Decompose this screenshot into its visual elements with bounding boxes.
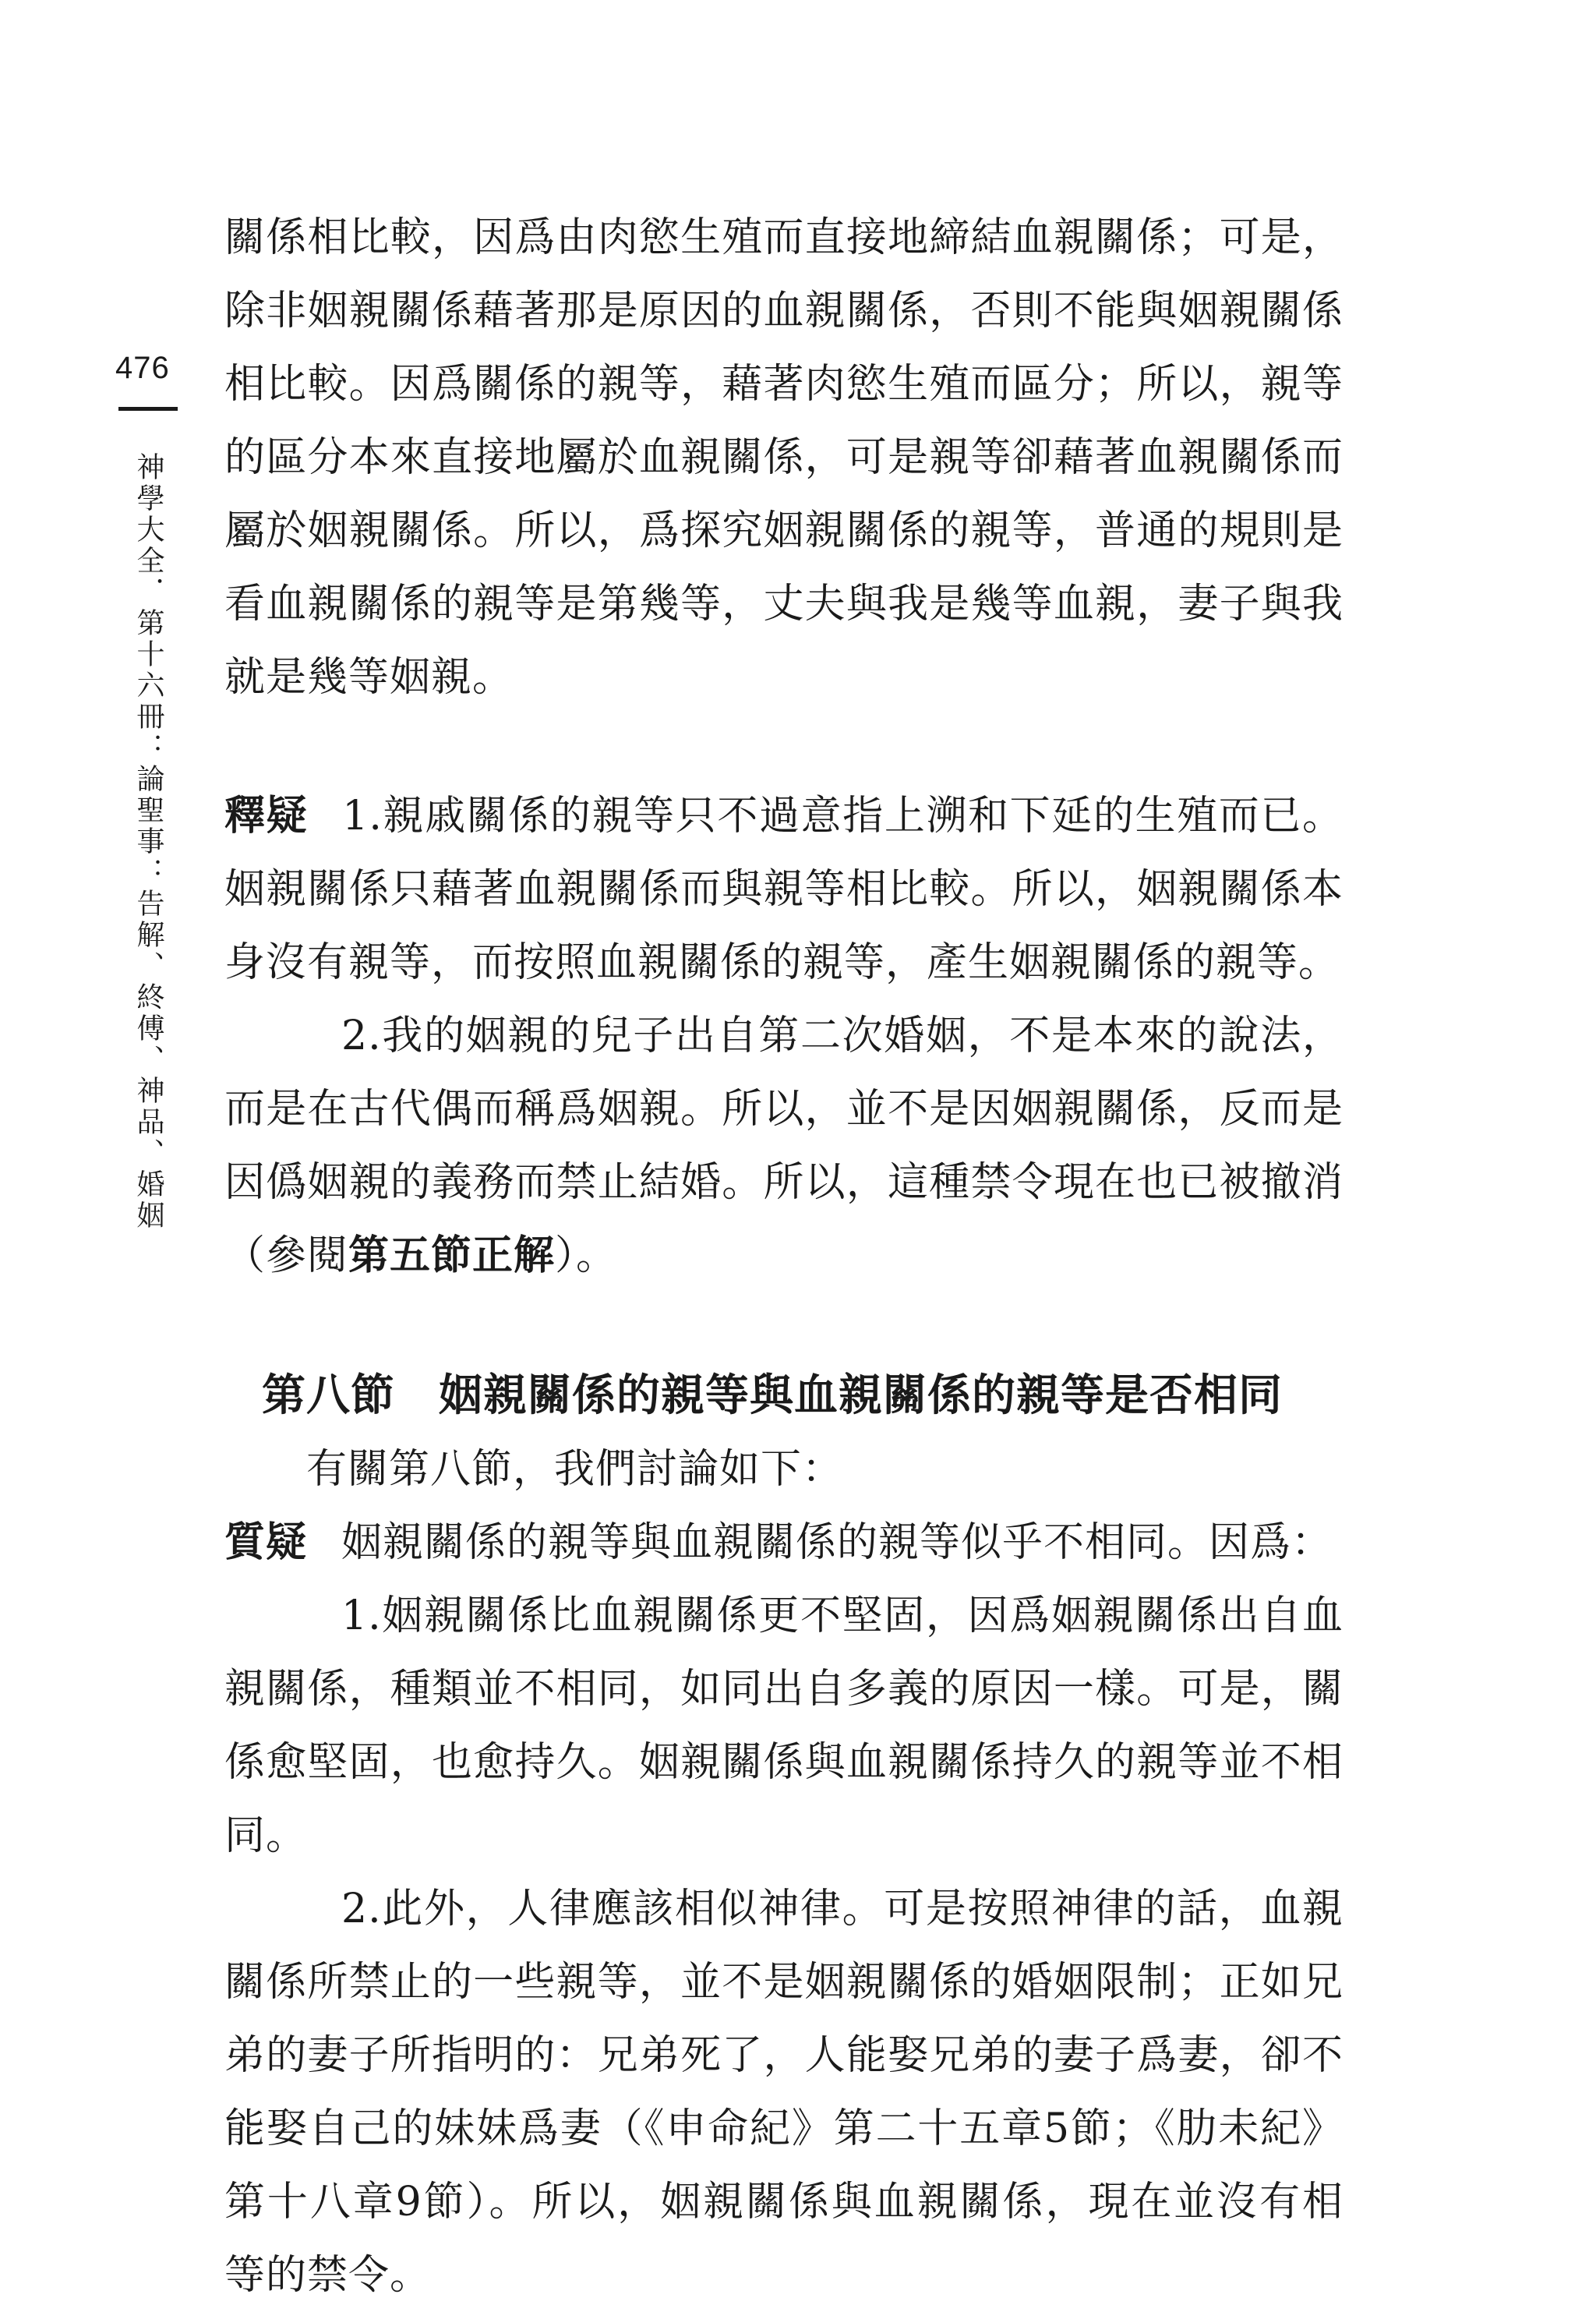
reply-2-end: ）。 <box>555 1232 618 1279</box>
main-text <box>224 201 1344 2312</box>
spacer <box>224 714 1344 780</box>
reply-1-text: 1.親戚關係的親等只不過意指上溯和下延的生殖而已。姻親關係只藉著血親關係而與親等相比較。所以，姻親關係本身沒有親等，而按照血親關係的親等，產生姻親關係的親等。 <box>224 793 1344 986</box>
objection-1: 1.姻親關係比血親關係更不堅固，因爲姻親關係出自血親關係，種類並不相同，如同出自多義的原因一樣。可是，關係愈堅固，也愈持久。姻親關係與血親關係持久的親等並不相同。 <box>224 1593 1344 1859</box>
spacer <box>224 1292 1344 1358</box>
cross-reference: 第五節正解 <box>348 1232 556 1279</box>
page-number: 476 <box>115 351 170 385</box>
section-heading <box>224 1358 1344 1433</box>
reply-2 <box>224 999 1344 1292</box>
reply-2-text: 2.我的姻親的兒子出自第二次婚姻，不是本來的說法，而是在古代偶而稱爲姻親。所以，並不是因姻親關係，反而是因僞姻親的義務而禁止結婚。所以，這種禁令現在也已被撤消（參閱 <box>224 1013 1344 1279</box>
reply-label: 釋疑 <box>224 793 309 840</box>
reply-1 <box>224 780 1344 999</box>
paragraph-continued: 關係相比較，因爲由肉慾生殖而直接地締結血親關係；可是，除非姻親關係藉著那是原因的血親關係，否則不能與姻親關係相比較。因爲關係的親等，藉著肉慾生殖而區分；所以，親等的區分本來直接地屬於血親關係，可是親等卻藉著血親關係而屬於姻親關係。所以，爲探究姻親關係的親等，普通的規則是看血親關係的親等是第幾等，丈夫與我是幾等血親，妻子與我就是幾等姻親。 <box>224 214 1344 701</box>
section-intro: 有關第八節，我們討論如下： <box>306 1446 844 1493</box>
objection-label: 質疑 <box>224 1519 308 1566</box>
page-number-rule <box>118 407 178 411</box>
objection-lead: 姻親關係的親等與血親關係的親等似乎不相同。因爲： <box>341 1519 1333 1566</box>
objection-lead-paragraph <box>224 1506 1344 1579</box>
running-head: 神學大全．第十六冊：論聖事：告解、終傅、神品、婚姻 <box>132 452 164 1232</box>
objection-2: 2.此外，人律應該相似神律。可是按照神律的話，血親關係所禁止的一些親等，並不是姻親關係的婚姻限制；正如兄弟的妻子所指明的：兄弟死了，人能娶兄弟的妻子爲妻，卻不能娶自己的妹妹爲妻（《申命紀》第二十五章5節；《肋未紀》第十八章9節）。所以，姻親關係與血親關係，現在並沒有相等的禁令。 <box>224 1886 1344 2299</box>
section-title: 姻親關係的親等與血親關係的親等是否相同 <box>439 1370 1283 1421</box>
section-number: 第八節 <box>262 1370 395 1421</box>
